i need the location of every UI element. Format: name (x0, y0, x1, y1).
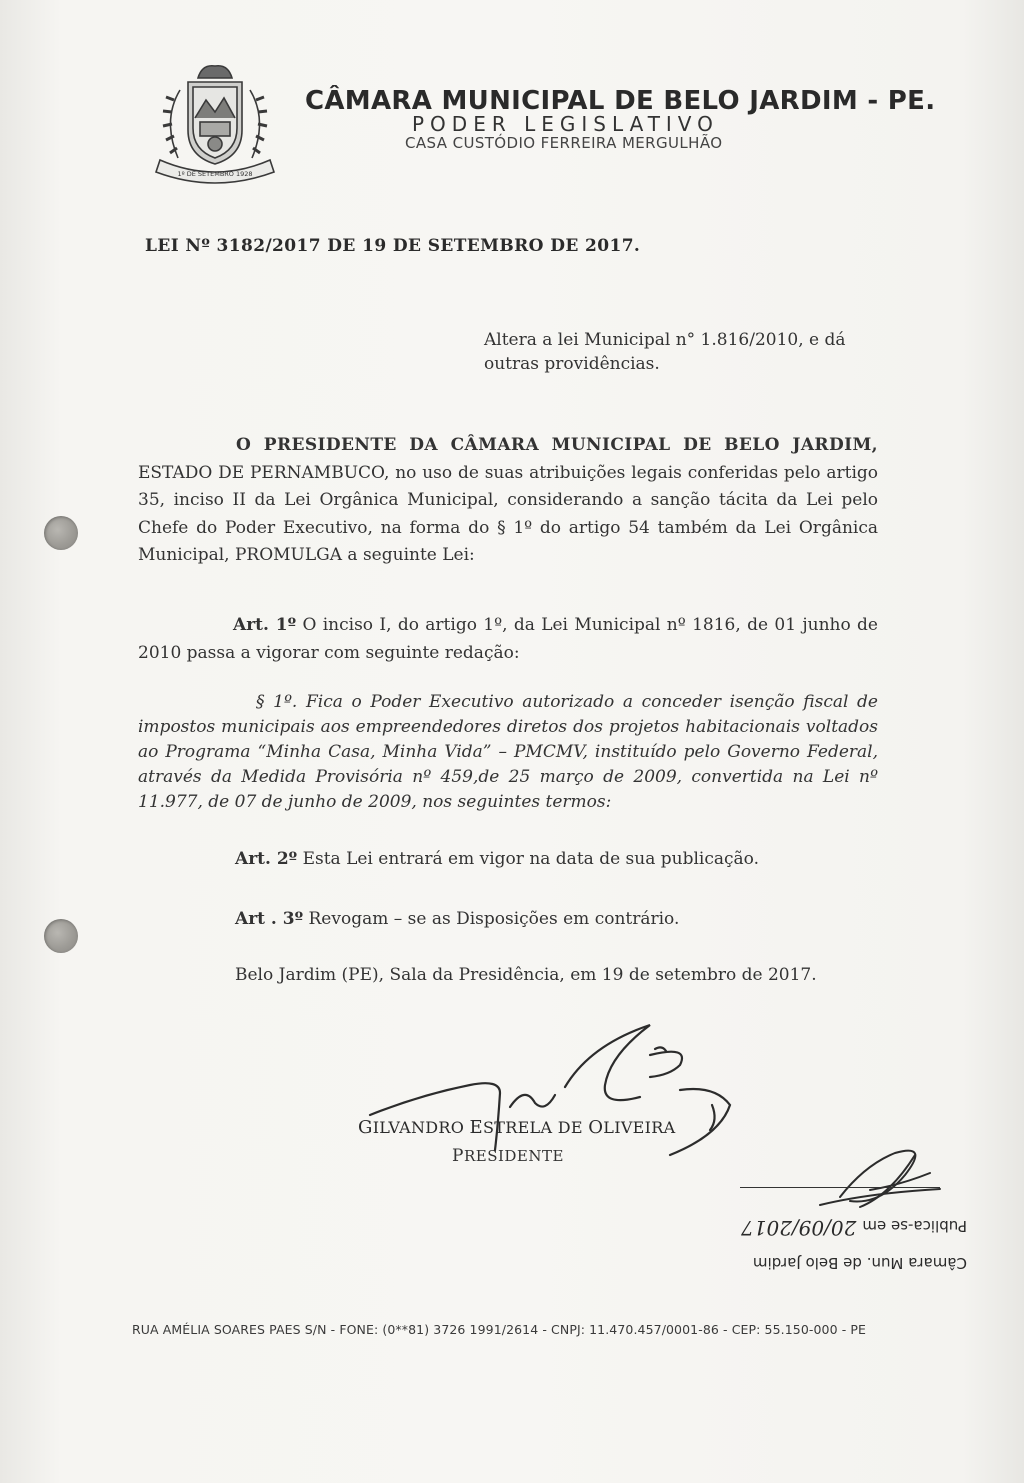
stamp-signature-line (740, 1187, 940, 1188)
institution-house-name: CASA CUSTÓDIO FERREIRA MERGULHÃO (405, 134, 723, 152)
signatory-role: PRESIDENTE (452, 1146, 564, 1166)
law-ementa: Altera a lei Municipal n° 1.816/2010, e dá outras providências. (484, 330, 846, 374)
crest-ribbon-text: 1º DE SETEMBRO 1928 (177, 170, 253, 178)
article-1-label: Art. 1º (233, 615, 297, 635)
paragraph-text: § 1º. Fica o Poder Executivo autorizado a conceder isenção fiscal de impostos municipais aos empreendedores diretos dos projetos habitacionais voltados ao Programa “Minha Casa, Minha Vida” – PMCMV, instituído pelo Governo Federal, através da Medida Provisória nº 459,de 25 março de 2009, convertida na Lei nº 11.977, de 07 de junho de 2009, nos seguintes termos: (138, 692, 878, 812)
stamp-chamber: Câmara Mun. de Belo Jardim (752, 1254, 967, 1272)
publication-stamp (741, 1200, 967, 1272)
stamp-date: 20/09/2017 (741, 1216, 857, 1240)
place-and-date: Belo Jardim (PE), Sala da Presidência, em 19 de setembro de 2017. (235, 965, 817, 985)
article-3-label: Art . 3º (235, 909, 304, 929)
article-2-text: Esta Lei entrará em vigor na data de sua publicação. (302, 849, 759, 869)
signatory-name: GILVANDRO ESTRELA DE OLIVEIRA (358, 1117, 676, 1138)
preamble-text: ESTADO DE PERNAMBUCO, no uso de suas atribuições legais conferidas pelo artigo 35, inciso II da Lei Orgânica Municipal, considerando a sanção tácita da Lei pelo Chefe do Poder Executivo, na forma do § 1º do artigo 54 também da Lei Orgânica Municipal, PROMULGA a seguinte Lei: (138, 462, 878, 565)
article-1-text: O inciso I, do artigo 1º, da Lei Municipal nº 1816, de 01 junho de 2010 passa a vigorar com seguinte redação: (138, 615, 878, 663)
punch-hole-bottom (44, 919, 78, 953)
article-2-label: Art. 2º (235, 849, 298, 869)
preamble-paragraph (138, 432, 878, 570)
institution-title: CÂMARA MUNICIPAL DE BELO JARDIM - PE. (305, 86, 936, 116)
punch-hole-top (44, 516, 78, 550)
article-3 (235, 906, 679, 934)
law-title: LEI Nº 3182/2017 DE 19 DE SETEMBRO DE 2017. (145, 236, 641, 256)
article-1 (138, 612, 878, 667)
institution-subtitle: PODER LEGISLATIVO (412, 112, 719, 136)
article-3-text: Revogam – se as Disposições em contrário. (308, 909, 680, 929)
stamp-published: Publica-se em20/09/2017 (741, 1216, 967, 1240)
preamble-lead: O PRESIDENTE DA CÂMARA MUNICIPAL DE BELO JARDIM, (236, 435, 878, 455)
handwritten-signature (350, 1015, 750, 1165)
article-1-paragraph (138, 690, 878, 815)
footer-address: RUA AMÉLIA SOARES PAES S/N - FONE: (0**81) 3726 1991/2614 - CNPJ: 11.470.457/0001-86 - CEP: 55.150-000 - PE (132, 1322, 867, 1337)
municipal-crest-logo (140, 60, 290, 188)
article-2 (235, 846, 759, 874)
